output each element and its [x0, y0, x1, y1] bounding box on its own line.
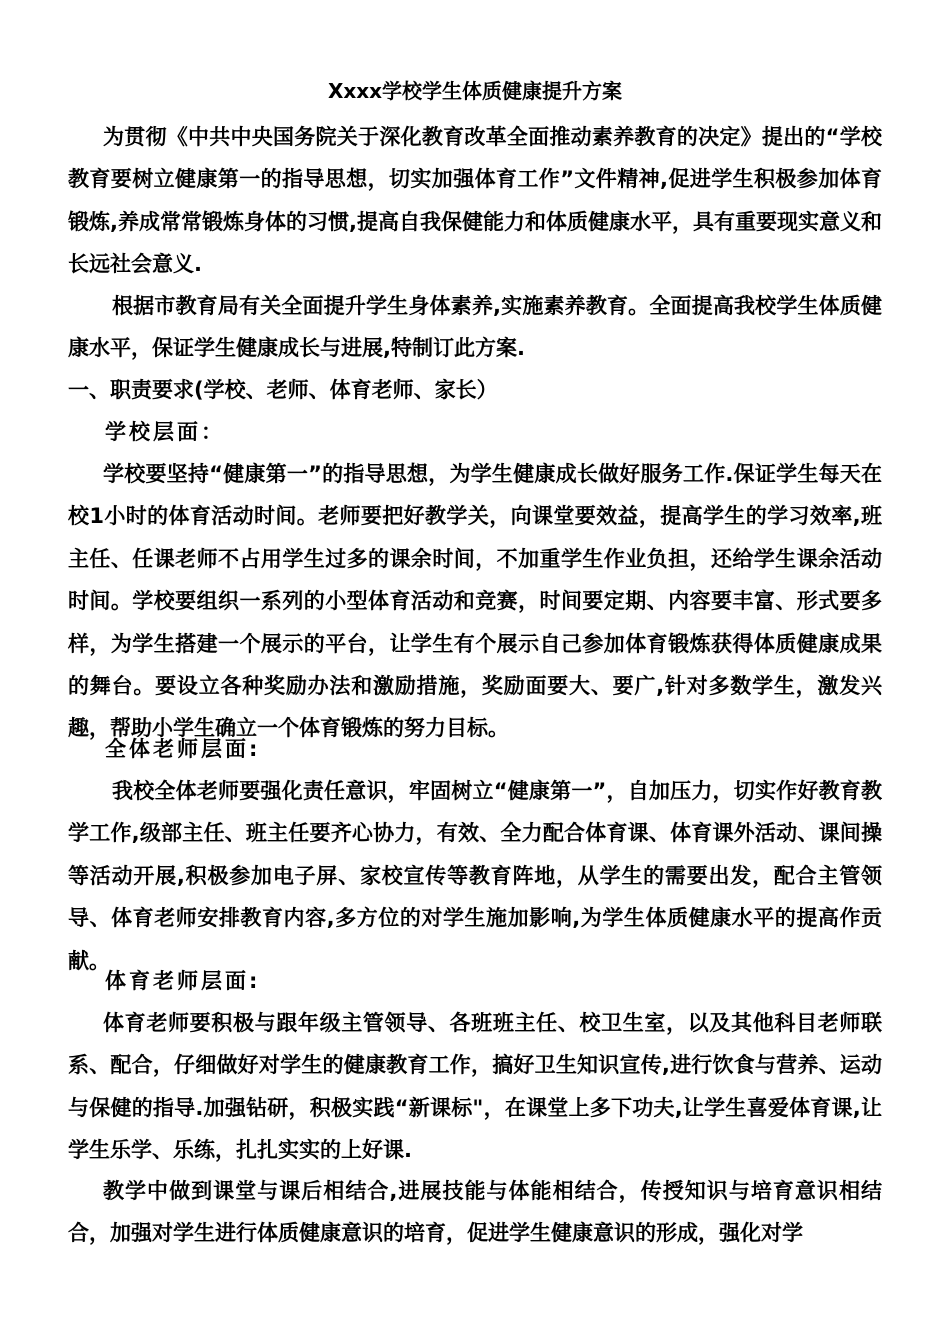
basis-paragraph: 根据市教育局有关全面提升学生身体素养,实施素养教育。全面提高我校学生体质健康水平，保证学生健康成长与进展,特制订此方案.: [68, 294, 882, 361]
school-level-heading: 学校层面：: [105, 420, 225, 444]
pe-teachers-level-heading: 体育老师层面:: [105, 969, 261, 993]
pe-teachers-level-paragraph: 体育老师要积极与跟年级主管领导、各班班主任、校卫生室，以及其他科目老师联系、配合，仔细做好对学生的健康教育工作，搞好卫生知识宣传,进行饮食与营养、运动与保健的指导.加强钻研，积极实践“新课标"，在课堂上多下功夫,让学生喜爱体育课,让学生乐学、乐练，扎扎实实的上好课.: [68, 1011, 882, 1163]
school-level-paragraph: 学校要坚持“健康第一”的指导思想，为学生健康成长做好服务工作.保证学生每天在校1小时的体育活动时间。老师要把好教学关，向课堂要效益，提高学生的学习效率,班主任、任课老师不占用学生过多的课余时间，不加重学生作业负担，还给学生课余活动时间。学校要组织一系列的小型体育活动和竞赛，时间要定期、内容要丰富、形式要多样，为学生搭建一个展示的平台，让学生有个展示自己参加体育锻炼获得体质健康成果的舞台。要设立各种奖励办法和激励措施，奖励面要大、要广,针对多数学生，激发兴趣，帮助小学生确立一个体育锻炼的努力目标。: [68, 462, 882, 741]
teaching-integration-paragraph: 教学中做到课堂与课后相结合,进展技能与体能相结合，传授知识与培育意识相结合，加强对学生进行体质健康意识的培育，促进学生健康意识的形成，强化对学: [68, 1179, 882, 1246]
section-heading-responsibilities: 一、职责要求(学校、老师、体育老师、家长）: [68, 378, 498, 402]
teachers-level-paragraph: 我校全体老师要强化责任意识，牢固树立“健康第一”，自加压力，切实作好教育教学工作,级部主任、班主任要齐心协力，有效、全力配合体育课、体育课外活动、课间操等活动开展,积极参加电子屏、家校宣传等教育阵地，从学生的需要出发，配合主管领导、体育老师安排教育内容,多方位的对学生施加影响,为学生体质健康水平的提高作贡献。: [68, 779, 882, 973]
teachers-level-heading: 全体老师层面:: [105, 737, 261, 761]
intro-paragraph: 为贯彻《中共中央国务院关于深化教育改革全面推动素养教育的决定》提出的“学校教育要树立健康第一的指导思想，切实加强体育工作”文件精神,促进学生积极参加体育锻炼,养成常常锻炼身体的习惯,提高自我保健能力和体质健康水平，具有重要现实意义和长远社会意义.: [68, 125, 882, 277]
document-title: Xxxx学校学生体质健康提升方案: [327, 79, 623, 103]
